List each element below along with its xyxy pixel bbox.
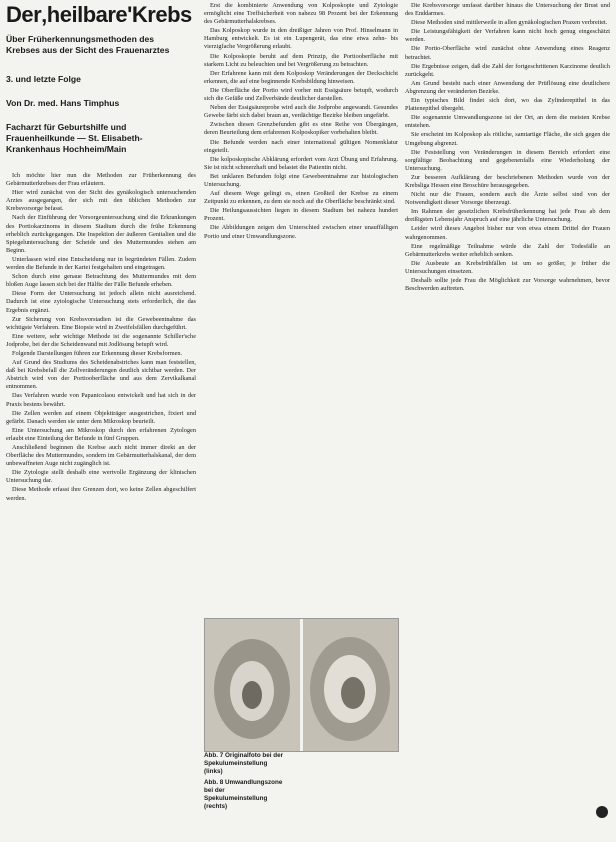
paragraph: Die Feststellung von Veränderungen in diesem Bereich erfordert eine sorgfältige Beobachtung und gegebenenfalls eine Wiederholung der Untersuchung. [405, 148, 610, 172]
paragraph: Die Ergebnisse zeigen, daß die Zahl der fortgeschrittenen Karzinome deutlich zurückgeht. [405, 62, 610, 78]
paragraph: Auf diesem Wege gelingt es, einen Großteil der Krebse zu einem Zeitpunkt zu erkennen, zu dem sie noch auf die Oberfläche beschränkt sind. [204, 190, 398, 206]
paragraph: Diese Methode erfasst ihre Grenzen dort, wo keine Zellen abgeschilfert werden. [6, 486, 196, 502]
series-label: 3. und letzte Folge [6, 74, 81, 84]
paragraph: Folgende Darstellungen führen zur Erkennung dieser Krebsformen. [12, 349, 183, 357]
author-affiliation: Facharzt für Geburtshilfe und Frauenheilkunde — St. Elisabeth-Krankenhaus Hochheim/Main [6, 122, 143, 154]
paragraph: Sie erscheint im Kolposkop als rötliche, samtartige Fläche, die sich gegen die Umgebung abgrenzt. [405, 131, 610, 147]
paragraph: Das Verfahren wurde von Papanicolaou entwickelt und hat sich in der Praxis bestens bewährt. [6, 392, 196, 408]
paragraph: Der Erfahrene kann mit dem Kolposkop Veränderungen der Deckschicht erkennen, die auf eine beginnende Krebsbildung hinweisen. [204, 69, 398, 85]
paragraph: Das Kolposkop wurde in den dreißiger Jahren von Prof. Hinselmann in Hamburg entwickelt. Es ist ein Lupengerät, das eine etwa zehn- bis vierzigfache Vergrößerung erlaubt. [204, 27, 398, 51]
paragraph: Die Abbildungen zeigen den Unterschied zwischen einer unauffälligen Portio und einer Umwandlungszone. [204, 224, 398, 240]
paragraph: Eine weitere, sehr wichtige Methode ist die sogenannte Schiller'sche Jodprobe, bei der die Scheidenwand mit Jodlösung betupft wird. [6, 332, 196, 348]
paragraph: Schon durch eine genaue Betrachtung des Muttermundes mit dem bloßen Auge lassen sich bei der Hälfte der Fälle Befunde erheben. [6, 273, 196, 289]
text-column-2 [204, 2, 398, 614]
paragraph: Diese Form der Untersuchung ist jedoch allein nicht ausreichend. Dadurch ist eine zytologische Untersuchung stets erforderlich, die das Ergebnis ergänzt. [6, 290, 196, 314]
paragraph: Eine Untersuchung am Mikroskop durch den erfahrenen Zytologen erlaubt eine Einteilung der Befunde in fünf Gruppen. [6, 426, 196, 442]
paragraph: Ich möchte hier nun die Methoden zur Früherkennung des Gebärmutterkrebses der Frau erläutern. [6, 172, 196, 188]
paragraph: Im Rahmen der gesetzlichen Krebsfrüherkennung hat jede Frau ab dem dreißigsten Lebensjahr Anspruch auf eine jährliche Untersuchung. [405, 208, 610, 224]
paragraph: Eine regelmäßige Teilnahme würde die Zahl der Todesfälle an Gebärmutterkrebs weiter erheblich senken. [405, 242, 610, 258]
text-column-1 [6, 172, 196, 842]
text-column-3 [405, 2, 610, 806]
paragraph: Ein typisches Bild findet sich dort, wo das Zylinderepithel in das Plattenepithel übergeht. [405, 97, 610, 113]
speculum-photos [205, 619, 398, 751]
paragraph: Nach der Einführung der Vorsorgeuntersuchung sind die Erkrankungen des Portiokarzinoms in diesem Stadium durch die frühe Erkennung erheblich zurückgegangen. Die Inspektion der äußeren Genitalien und die Spiegeluntersuchung der Scheide und des Muttermundes stehen am Beginn. [6, 214, 196, 254]
paragraph: Die Befunde werden nach einer international gültigen Nomenklatur eingeteilt. [204, 138, 398, 154]
paragraph: Hier wird zunächst von der Sicht des gynäkologisch untersuchenden Arztes ausgegangen, der sich mit den üblichen Methoden zur Krebsvorsorge befasst. [6, 189, 196, 213]
paragraph: Leider wird dieses Angebot bisher nur von etwa einem Drittel der Frauen wahrgenommen. [405, 225, 610, 241]
article-title: Der‚heilbare'Krebs [6, 2, 192, 27]
paragraph: Die Oberfläche der Portio wird vorher mit Essigsäure betupft, wodurch sich die Gefäße und Zellverbände deutlicher darstellen. [204, 86, 398, 103]
paragraph: Erst die kombinierte Anwendung von Kolposkopie und Zytologie ermöglicht eine Treffsicherheit von nahezu 98 Prozent bei der Erkennung des Gebärmutterhalskrebses. [204, 2, 398, 26]
paragraph: Bei unklaren Befunden folgt eine Gewebeentnahme zur histologischen Untersuchung. [204, 172, 398, 188]
figure-caption-1: Abb. 7 Originalfoto bei der Spekulumeinstellung (links) [204, 752, 284, 775]
paragraph: Die Leistungsfähigkeit der Verfahren kann nicht hoch genug eingeschätzt werden. [405, 28, 610, 44]
paragraph: Zur Sicherung von Krebsvorstadien ist die Gewebeentnahme das wichtigste Verfahren. Eine Biopsie wird in Zweifelsfällen durchgeführt. [6, 315, 196, 331]
paragraph: Zur besseren Aufklärung der beschriebenen Methoden wurde von der Krebsliga Hessen eine Broschüre herausgegeben. [405, 173, 610, 189]
paragraph: Die Zellen werden auf einem Objektträger ausgestrichen, fixiert und gefärbt. Danach werden sie unter dem Mikroskop beurteilt. [6, 409, 196, 425]
figure-photos [204, 618, 399, 752]
paragraph: Die Zytologie stellt deshalb eine wertvolle Ergänzung der klinischen Untersuchung dar. [6, 469, 196, 485]
page-marker [596, 806, 608, 818]
paragraph: Anschließend beginnen die Krebse auch nicht immer direkt an der Oberfläche des Muttermundes, sondern im Gebärmutterhalskanal, der dem unbewaffneten Auge nicht zugänglich ist. [6, 444, 196, 468]
figure-captions [204, 752, 284, 814]
paragraph: Die sogenannte Umwandlungszone ist der Ort, an dem die meisten Krebse entstehen. [405, 114, 610, 130]
paragraph: Unterlassen wird eine Entscheidung nur in begründeten Fällen. Zudem werden die Befunde in der Kartei festgehalten und eingetragen. [6, 255, 196, 272]
paragraph: Nicht nur die Frauen, sondern auch die Ärzte selbst sind von der Notwendigkeit dieser Vorsorge überzeugt. [405, 191, 610, 207]
paragraph: Neben der Essigsäureprobe wird auch die Jodprobe angewandt. Gesundes Gewebe färbt sich dabei braun an, verdächtige Bezirke bleiben ungefärbt. [204, 104, 398, 120]
paragraph: Deshalb sollte jede Frau die Möglichkeit zur Vorsorge wahrnehmen, bevor Beschwerden auftreten. [405, 277, 610, 293]
author-line: Von Dr. med. Hans Timphus [6, 98, 120, 108]
paragraph: Die Krebsvorsorge umfasst darüber hinaus die Untersuchung der Brust und des Enddarmes. [405, 2, 610, 18]
paragraph: Die Heilungsaussichten liegen in diesem Stadium bei nahezu hundert Prozent. [204, 207, 398, 223]
paragraph: Die Portio-Oberfläche wird zunächst ohne Anwendung eines Reagenz betrachtet. [405, 45, 610, 61]
paragraph: Diese Methoden sind mittlerweile in allen gynäkologischen Praxen verbreitet. [411, 19, 608, 27]
article-subtitle: Über Früherkennungsmethoden des Krebses aus der Sicht des Frauenarztes [6, 34, 170, 55]
paragraph: Am Grund besteht nach einer Anwendung der Prüflösung eine deutlichere Abgrenzung der veränderten Bezirke. [405, 79, 610, 95]
paragraph: Die kolposkopische Abklärung erfordert vom Arzt Übung und Erfahrung. Sie ist nicht schmerzhaft und belastet die Patientin nicht. [204, 155, 398, 171]
paragraph: Die Kolposkopie beruht auf dem Prinzip, die Portiooberfläche mit starkem Licht zu beleuchten und bei Vergrößerung zu betrachten. [204, 52, 398, 68]
paragraph: Auf Grund des Studiums des Scheidenabstriches kann man feststellen, daß bei Krebsbefall die Zellveränderungen deutlich sichtbar werden. Der Abstrich wird von der Portiooberfläche und aus dem Zervikalkanal entnommen. [6, 359, 196, 391]
paragraph: Die Ausbeute an Krebsfrühfällen ist um so größer, je früher die Untersuchungen einsetzen. [405, 259, 610, 275]
paragraph: Zwischen diesen Grenzbefunden gibt es eine Reihe von Übergängen, deren Beurteilung dem erfahrenen Kolposkopiker vorbehalten bleibt. [204, 121, 398, 137]
figure-caption-2: Abb. 8 Umwandlungszone bei der Spekulumeinstellung (rechts) [204, 779, 283, 810]
